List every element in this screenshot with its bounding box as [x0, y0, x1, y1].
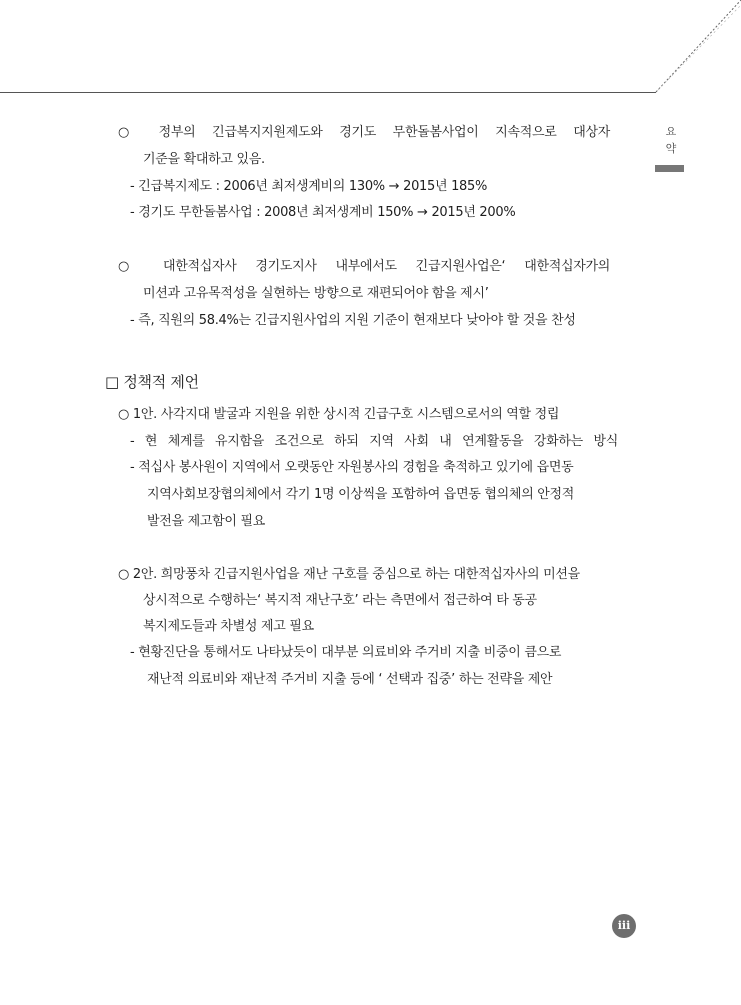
bullet-paragraph: ○ 1안. 사각지대 발굴과 지원을 위한 상시적 긴급구호 시스템으로서의 역할 정립 — [118, 407, 560, 422]
bullet-paragraph-cont: 미션과 고유목적성을 실현하는 방향으로 재편되어야 함을 제시’ — [143, 286, 489, 301]
bullet-paragraph-cont: 복지제도들과 차별성 제고 필요 — [143, 619, 314, 634]
side-label-char: 약 — [665, 142, 677, 155]
dash-item: - 긴급복지제도 : 2006년 최저생계비의 130% → 2015년 185% — [130, 179, 488, 194]
dash-item: - 즉, 직원의 58.4%는 긴급지원사업의 지원 기준이 현재보다 낮아야 할 것을 찬성 — [130, 313, 576, 328]
bullet-paragraph-cont: 상시적으로 수행하는‘ 복지적 재난구호’ 라는 측면에서 접근하여 타 동공 — [143, 593, 537, 608]
bullet-paragraph: ○ 정부의 긴급복지지원제도와 경기도 무한돌봄사업이 지속적으로 대상자 — [118, 125, 610, 140]
dash-item: - 경기도 무한돌봄사업 : 2008년 최저생계비 150% → 2015년 200% — [130, 205, 516, 220]
bullet-paragraph: ○ 대한적십자사 경기도지사 내부에서도 긴급지원사업은‘ 대한적십자가의 — [118, 259, 610, 274]
section-heading: □ 정책적 제언 — [105, 373, 199, 391]
header-corner-line — [0, 0, 741, 100]
bullet-paragraph: ○ 2안. 희망풍차 긴급지원사업을 재난 구호를 중심으로 하는 대한적십자사의 미션을 — [118, 567, 580, 582]
dash-item: - 적십사 봉사원이 지역에서 오랫동안 자원봉사의 경험을 축적하고 있기에 읍면동 — [130, 460, 574, 475]
section-side-label — [664, 123, 678, 157]
bullet-paragraph-cont: 기준을 확대하고 있음. — [143, 152, 265, 167]
side-label-char: 요 — [665, 125, 677, 138]
header-rule — [0, 92, 656, 93]
dash-item-cont: 발전을 제고함이 필요 — [147, 514, 265, 529]
dash-item: - 현황진단을 통해서도 나타났듯이 대부분 의료비와 주거비 지출 비중이 큼으로 — [130, 645, 562, 660]
dash-item: - 현 체계를 유지함을 조건으로 하되 지역 사회 내 연계활동을 강화하는 방식 — [130, 434, 618, 449]
page-number-badge: iii — [612, 914, 636, 938]
dash-item-cont: 재난적 의료비와 재난적 주거비 지출 등에 ‘ 선택과 집중’ 하는 전략을 제안 — [147, 672, 553, 687]
dash-item-cont: 지역사회보장협의체에서 각기 1명 이상씩을 포함하여 읍면동 협의체의 안정적 — [147, 487, 575, 502]
section-side-bar — [655, 165, 684, 172]
